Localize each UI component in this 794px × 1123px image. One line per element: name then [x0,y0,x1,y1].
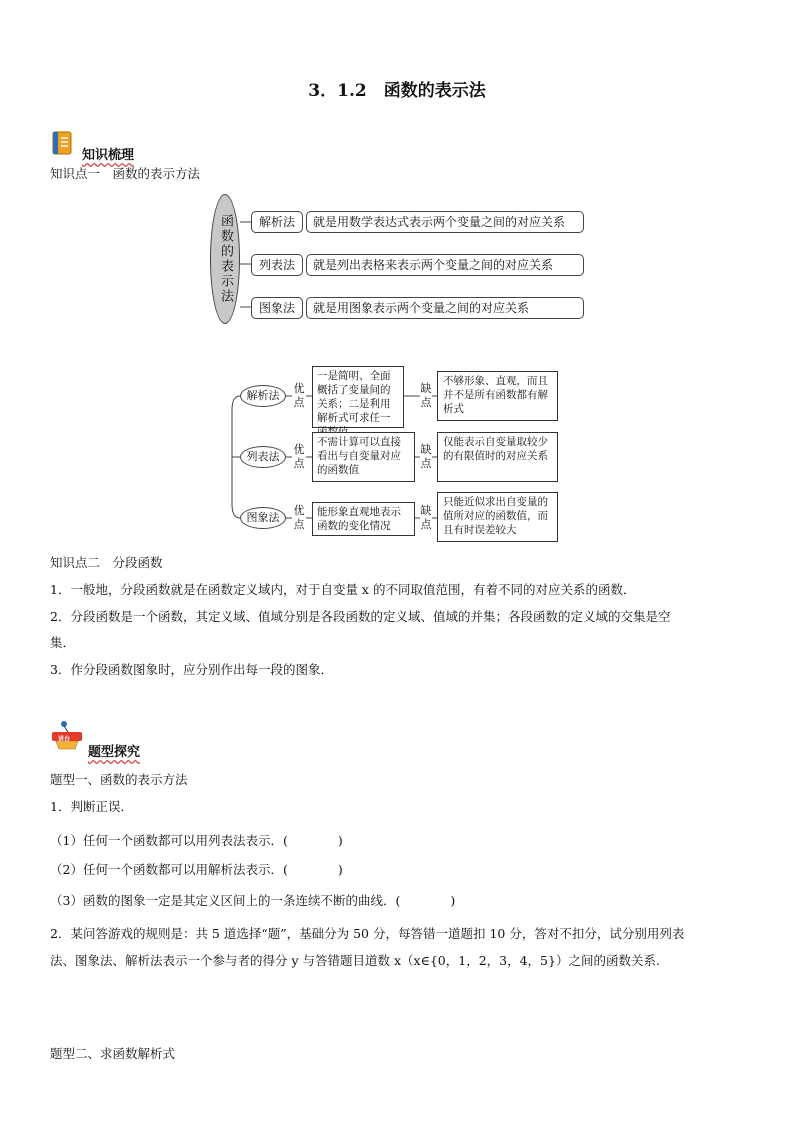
adv-parse: 一是简明、全面概括了变量间的关系；二是利用解析式可求任一 [312,366,404,428]
adv-graph: 能形象直观地表示函数的变化情况 [312,502,415,536]
compare-parse-ellipse [240,385,286,407]
question-2-line-2: 法、图象法、解析法表示一个参与者的得分 y 与答错题目道数 x（x∈{0，1，2，3，4，5}）之间的函数关系. [50,953,660,968]
type-1-label: 题型一、函数的表示方法 [50,772,188,787]
section-heading-types: 题型探究 [88,745,141,760]
dis-parse: 不够形象、直观，而且并不是所有函数都有解析式 [437,371,558,421]
question-1: 1．判断正误． [50,799,133,814]
question-1-item-3: （3）函数的图象一定是其定义区间上的一条连续不断的曲线．( ) [50,893,456,908]
method-graph: 图象法 [251,297,303,319]
method-graph-desc: 就是用图象表示两个变量之间的对应关系 [306,297,584,319]
adv-table: 不需计算可以直接看出与自变量对应的函数值 [312,432,415,482]
center-ellipse-text: 函数的表示法 [218,214,233,304]
adv-label-1: 优点 [293,382,305,409]
dis-label-2: 缺点 [420,443,432,470]
dis-graph: 只能近似求出自变量的值所对应的函数值，而且有时误差较大 [437,492,558,542]
compare-parse-name: 解析法 [246,389,280,402]
point2-item-3: 3．作分段函数图象时，应分别作出每一段的图象． [50,662,333,677]
podium-badge: 讲台 [58,736,71,743]
point2-item-1: 1．一般地，分段函数就是在函数定义域内，对于自变量 x 的不同取值范围，有着不同的对应关系的函数． [50,582,636,597]
knowledge-point-1-label: 知识点一 函数的表示方法 [50,166,201,181]
compare-table-ellipse [240,446,286,468]
compare-table-name: 列表法 [246,450,280,463]
section-heading-knowledge: 知识梳理 [82,148,135,163]
method-table-desc: 就是列出表格来表示两个变量之间的对应关系 [306,254,584,276]
type-2-label: 题型二、求函数解析式 [50,1046,176,1061]
dis-label-1: 缺点 [420,382,432,409]
question-1-item-2: （2）任何一个函数都可以用解析法表示．( ) [50,862,343,877]
knowledge-point-2-label: 知识点二 分段函数 [50,555,163,570]
dis-table: 仅能表示自变量取较少的有限值时的对应关系 [437,432,558,482]
method-parse-desc: 就是用数学表达式表示两个变量之间的对应关系 [306,211,584,233]
question-2-line-1: 2．某问答游戏的规则是：共 5 道选择“题”，基础分为 50 分，每答错一道题扣 10 分，答对不扣分，试分别用列表 [50,926,685,941]
method-parse: 解析法 [251,211,303,233]
dis-label-3: 缺点 [420,504,432,531]
compare-graph-ellipse [240,507,286,529]
compare-graph-name: 图象法 [246,511,280,524]
point2-item-2-cont: 集． [50,635,76,650]
adv-label-3: 优点 [293,504,305,531]
point2-item-2: 2．分段函数是一个函数，其定义域、值域分别是各段函数的定义域、值域的并集；各段函数的定义域的交集是空 [50,609,671,624]
page-title: 3．1.2 函数的表示法 [308,81,486,101]
question-1-item-1: （1）任何一个函数都可以用列表法表示．( ) [50,833,343,848]
adv-label-2: 优点 [293,443,305,470]
method-table: 列表法 [251,254,303,276]
